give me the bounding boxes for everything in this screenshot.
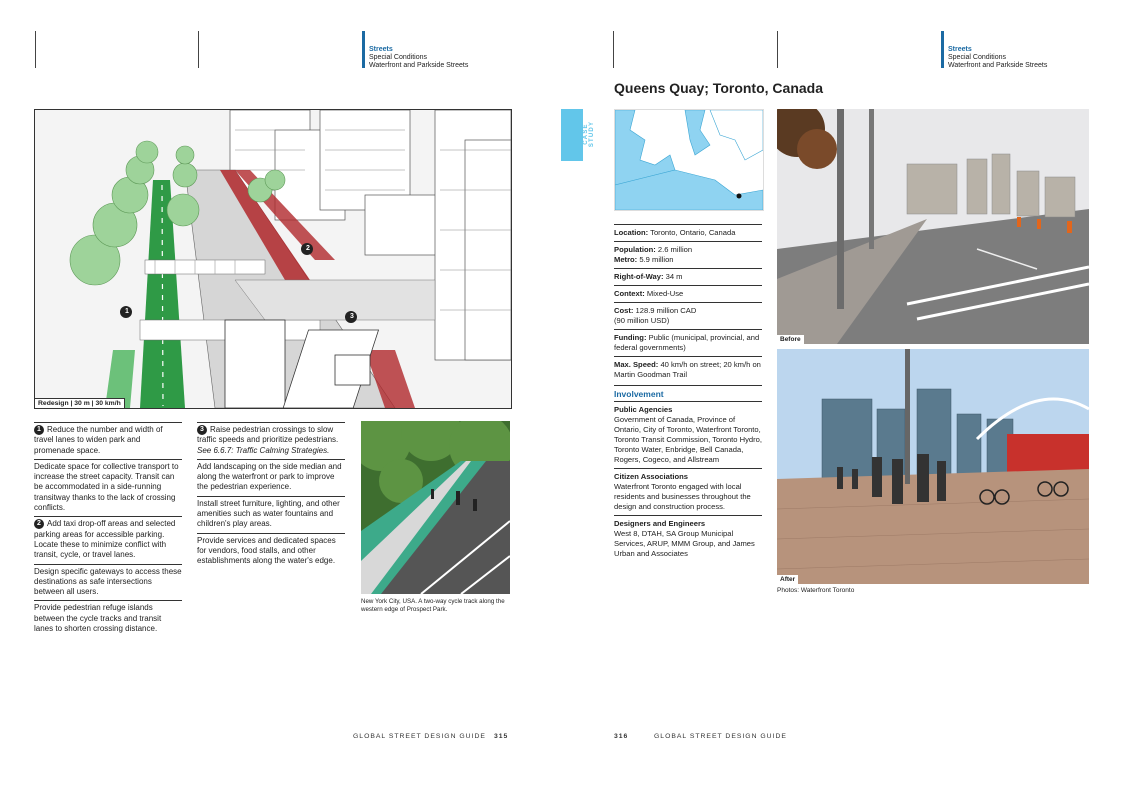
header-rule <box>35 31 36 68</box>
before-label: Before <box>777 335 804 344</box>
design-note <box>197 496 345 530</box>
note-text: Provide services and dedicated spaces for vendors, food stalls, and other establishments along the water's edge. <box>197 535 336 566</box>
design-notes-column-2 <box>197 422 345 570</box>
photo-credit: Photos: Waterfront Toronto <box>777 587 855 594</box>
street-diagram-illustration <box>35 110 511 408</box>
note-number: 3 <box>197 425 207 435</box>
fact-location: Location: Toronto, Ontario, Canada <box>614 224 762 241</box>
left-footer-title: GLOBAL STREET DESIGN GUIDE <box>353 733 486 740</box>
fact-funding: Funding: Public (municipal, provincial, and federal governments) <box>614 329 762 356</box>
group-title: Designers and Engineers <box>614 519 706 528</box>
header-accent-bar <box>362 31 365 68</box>
street-redesign-diagram <box>34 109 512 409</box>
photo-caption: New York City, USA. A two-way cycle track along the western edge of Prospect Park. <box>361 598 505 613</box>
diagram-caption: Redesign | 30 m | 30 km/h <box>35 398 125 408</box>
header-subsection: Special Conditions <box>369 54 427 62</box>
header-section: Streets <box>369 46 393 53</box>
fact-population: Population: 2.6 million Metro: 5.9 million <box>614 241 762 268</box>
involvement-group <box>614 515 762 559</box>
after-photo <box>777 349 1089 584</box>
fact-context: Context: Mixed-Use <box>614 285 762 302</box>
after-label: After <box>777 575 798 584</box>
design-notes-column-1 <box>34 422 182 637</box>
note-text: Install street furniture, lighting, and other amenities such as water fountains and children's play areas. <box>197 498 340 529</box>
prospect-park-cycle-track-photo <box>361 421 510 594</box>
group-text: Government of Canada, Province of Ontario, City of Toronto, Waterfront Toronto, Toronto Transit Commission, Toronto Hydro, Toronto Water, Enbridge, Bell Canada, Rogers, Cogeco, and Allstream <box>614 415 762 464</box>
left-header <box>369 46 468 71</box>
case-study-facts <box>614 224 762 383</box>
case-study-label: CASE STUDY <box>583 120 595 148</box>
group-text: West 8, DTAH, SA Group Municipal Services, ARUP, MMM Group, and James Urban and Associates <box>614 529 755 558</box>
design-note <box>34 516 182 560</box>
header-topic: Waterfront and Parkside Streets <box>369 62 469 70</box>
design-note <box>34 422 182 456</box>
case-study-label-wrap <box>584 108 594 163</box>
note-text: Reduce the number and width of travel lanes to widen park and promenade space. <box>34 425 163 455</box>
note-text: Add landscaping on the side median and along the waterfront or park to improve the pedestrian experience. <box>197 461 342 492</box>
fact-max-speed: Max. Speed: 40 km/h on street; 20 km/h on Martin Goodman Trail <box>614 356 762 383</box>
group-title: Citizen Associations <box>614 472 688 481</box>
fact-cost: Cost: 128.9 million CAD (90 million USD) <box>614 302 762 329</box>
note-text: Add taxi drop-off areas and selected parking areas for accessible parking. Locate these to minimize conflict with transit, cycle, or travel lanes. <box>34 519 176 560</box>
fact-right-of-way: Right-of-Way: 34 m <box>614 268 762 285</box>
header-rule <box>613 31 614 68</box>
header-topic: Waterfront and Parkside Streets <box>948 62 1048 70</box>
design-note <box>34 600 182 634</box>
note-text: Provide pedestrian refuge islands between the cycle tracks and transit lanes to shorten crossing distance. <box>34 603 162 634</box>
case-study-title: Queens Quay; Toronto, Canada <box>614 80 823 96</box>
header-subsection: Special Conditions <box>948 54 1006 62</box>
group-text: Waterfront Toronto engaged with local residents and businesses throughout the design and construction process. <box>614 482 751 511</box>
note-text: Design specific gateways to access these destinations as safe intersections between all users. <box>34 566 182 597</box>
design-note <box>34 564 182 598</box>
header-section: Streets <box>948 46 972 53</box>
diagram-marker-3: 3 <box>350 313 354 320</box>
note-text: Dedicate space for collective transport to increase the street capacity. Transit can be accommodated in a side-running transitway thanks to the lack of crossing conflicts. <box>34 461 179 513</box>
left-page-number: 315 <box>494 733 509 740</box>
diagram-marker-1: 1 <box>125 308 129 315</box>
note-number: 2 <box>34 519 44 529</box>
design-note <box>197 533 345 567</box>
involvement-section <box>614 385 762 559</box>
diagram-marker-2: 2 <box>306 245 310 252</box>
before-photo <box>777 109 1089 344</box>
location-map <box>614 109 764 211</box>
involvement-group <box>614 402 762 465</box>
design-note <box>34 459 182 513</box>
design-note <box>197 422 345 456</box>
group-title: Public Agencies <box>614 405 673 414</box>
involvement-heading: Involvement <box>614 385 762 402</box>
right-header <box>948 46 1047 71</box>
right-page-number: 316 <box>614 733 629 740</box>
header-rule <box>777 31 778 68</box>
note-reference: See 6.6.7: Traffic Calming Strategies. <box>197 445 330 455</box>
case-study-tab <box>561 109 583 161</box>
right-footer-title: GLOBAL STREET DESIGN GUIDE <box>654 733 787 740</box>
header-rule <box>198 31 199 68</box>
design-note <box>197 459 345 493</box>
note-number: 1 <box>34 425 44 435</box>
header-accent-bar <box>941 31 944 68</box>
involvement-group <box>614 468 762 512</box>
note-text: Raise pedestrian crossings to slow traffic speeds and prioritize pedestrians. <box>197 425 339 445</box>
